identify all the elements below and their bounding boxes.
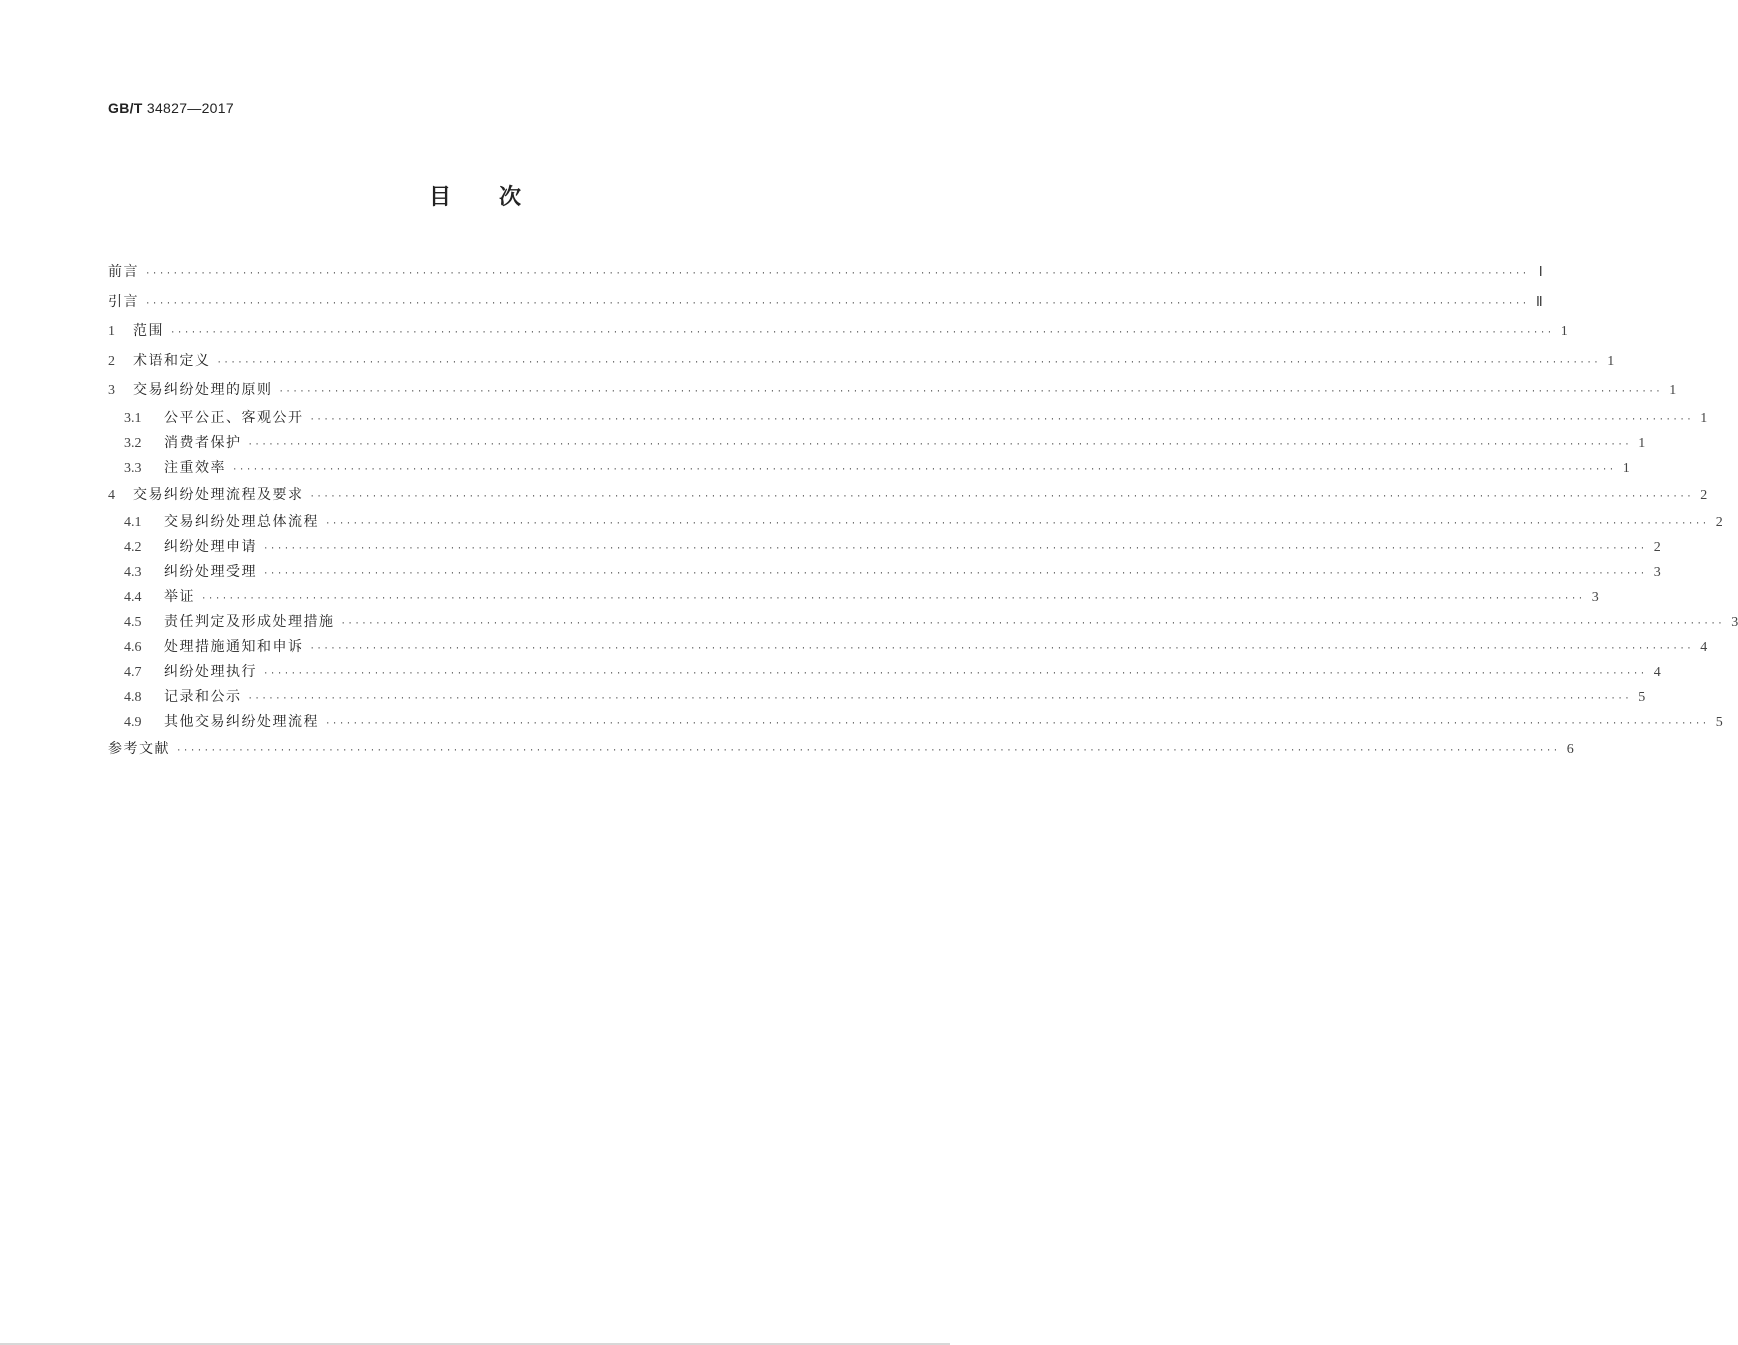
toc-entry[interactable] bbox=[108, 317, 1568, 347]
toc-entry-page: 1 bbox=[1638, 435, 1646, 451]
toc-entry-label: 范围 bbox=[133, 323, 164, 339]
toc-entry[interactable] bbox=[108, 347, 1615, 377]
toc-entry-label: 交易纠纷处理流程及要求 bbox=[133, 486, 304, 503]
toc-entry-number: 3.1 bbox=[124, 410, 142, 426]
toc-entry-number: 4.3 bbox=[124, 565, 142, 580]
toc-entry-leader: ········································································································································································································ bbox=[263, 569, 1647, 579]
toc-entry-page: 4 bbox=[1700, 640, 1708, 655]
toc-entry-leader: ········································································································································································································ bbox=[145, 298, 1529, 309]
toc-entry-label: 术语和定义 bbox=[133, 352, 211, 369]
toc-entry-label: 举证 bbox=[164, 589, 195, 605]
table-of-contents bbox=[108, 258, 1738, 765]
toc-entry-page: 1 bbox=[1700, 410, 1708, 426]
toc-entry[interactable] bbox=[108, 376, 1677, 406]
toc-entry-number: 4.9 bbox=[124, 715, 142, 730]
toc-entry-page: 6 bbox=[1566, 742, 1574, 757]
toc-entry-number: 4.4 bbox=[124, 590, 142, 605]
toc-entry[interactable] bbox=[108, 710, 1723, 735]
toc-entry-label: 纠纷处理执行 bbox=[164, 664, 257, 680]
toc-entry[interactable] bbox=[108, 610, 1738, 635]
toc-entry-leader: ········································································································································································································ bbox=[176, 746, 1560, 756]
toc-entry-leader: ········································································································································································································ bbox=[340, 619, 1725, 629]
toc-entry-label: 记录和公示 bbox=[164, 689, 242, 705]
toc-entry-number: 4.5 bbox=[124, 615, 142, 630]
toc-entry[interactable] bbox=[108, 288, 1543, 318]
toc-entry-number: 4.6 bbox=[124, 640, 142, 655]
toc-entry-page: Ⅱ bbox=[1535, 294, 1543, 310]
standard-code bbox=[108, 100, 234, 116]
toc-entry-leader: ········································································································································································································ bbox=[309, 491, 1694, 502]
toc-entry-number: 4.7 bbox=[124, 665, 142, 680]
toc-entry-label: 消费者保护 bbox=[164, 434, 242, 451]
page-title: 目次 bbox=[428, 185, 569, 210]
toc-entry-leader: ········································································································································································································ bbox=[325, 519, 1709, 529]
toc-entry-page: 3 bbox=[1591, 590, 1599, 605]
toc-entry-page: Ⅰ bbox=[1538, 265, 1543, 280]
toc-entry-page: 1 bbox=[1669, 383, 1677, 398]
toc-entry-page: 1 bbox=[1560, 324, 1568, 339]
toc-entry-page: 4 bbox=[1653, 665, 1661, 680]
toc-entry-leader: ········································································································································································································ bbox=[263, 544, 1647, 554]
toc-entry-label: 纠纷处理受理 bbox=[164, 564, 257, 580]
toc-entry[interactable] bbox=[108, 735, 1574, 765]
toc-entry-number: 2 bbox=[108, 353, 115, 369]
toc-entry-label: 前言 bbox=[108, 264, 139, 280]
toc-entry-leader: ········································································································································································································ bbox=[216, 357, 1601, 368]
toc-entry-leader: ········································································································································································································ bbox=[232, 464, 1616, 475]
toc-entry[interactable] bbox=[108, 456, 1630, 481]
toc-entry-number: 1 bbox=[108, 324, 115, 339]
toc-entry-page: 2 bbox=[1715, 515, 1723, 530]
toc-entry-label: 参考文献 bbox=[108, 741, 170, 757]
toc-entry-leader: ········································································································································································································ bbox=[145, 269, 1529, 279]
toc-entry-leader: ········································································································································································································ bbox=[278, 387, 1663, 397]
toc-entry[interactable] bbox=[108, 660, 1661, 685]
toc-entry-label: 纠纷处理申请 bbox=[164, 539, 257, 555]
toc-entry-number: 4 bbox=[108, 487, 115, 503]
toc-entry-leader: ········································································································································································································ bbox=[309, 644, 1694, 654]
toc-entry-number: 3 bbox=[108, 383, 115, 398]
toc-entry-leader: ········································································································································································································ bbox=[247, 694, 1632, 704]
toc-entry-page: 1 bbox=[1607, 353, 1615, 369]
toc-entry-label: 交易纠纷处理的原则 bbox=[133, 382, 273, 398]
toc-entry-number: 4.1 bbox=[124, 515, 142, 530]
toc-entry-leader: ········································································································································································································ bbox=[201, 594, 1585, 604]
toc-entry-leader: ········································································································································································································ bbox=[309, 414, 1694, 425]
toc-entry[interactable] bbox=[108, 635, 1708, 660]
toc-entry-page: 2 bbox=[1700, 487, 1708, 503]
toc-entry-label: 责任判定及形成处理措施 bbox=[164, 614, 335, 630]
toc-entry-leader: ········································································································································································································ bbox=[263, 669, 1647, 679]
toc-entry-label: 公平公正、客观公开 bbox=[164, 409, 304, 426]
standard-code-prefix: GB/T bbox=[108, 100, 143, 116]
toc-entry-leader: ········································································································································································································ bbox=[247, 439, 1632, 450]
toc-entry-number: 3.3 bbox=[124, 460, 142, 476]
toc-entry-number: 4.8 bbox=[124, 690, 142, 705]
toc-entry[interactable] bbox=[108, 431, 1646, 456]
toc-entry-label: 注重效率 bbox=[164, 459, 226, 476]
toc-entry-page: 3 bbox=[1653, 565, 1661, 580]
toc-entry[interactable] bbox=[108, 481, 1708, 511]
toc-entry[interactable] bbox=[108, 535, 1661, 560]
toc-entry-leader: ········································································································································································································ bbox=[325, 719, 1709, 729]
toc-entry-leader: ········································································································································································································ bbox=[170, 328, 1554, 338]
toc-entry-number: 3.2 bbox=[124, 435, 142, 451]
toc-entry-label: 其他交易纠纷处理流程 bbox=[164, 714, 319, 730]
toc-entry[interactable] bbox=[108, 510, 1723, 535]
standard-code-number: 34827—2017 bbox=[146, 100, 234, 116]
toc-entry[interactable] bbox=[108, 258, 1543, 288]
toc-entry[interactable] bbox=[108, 685, 1646, 710]
toc-entry-page: 1 bbox=[1622, 460, 1630, 476]
toc-entry[interactable] bbox=[108, 560, 1661, 585]
toc-entry-page: 3 bbox=[1731, 615, 1738, 630]
toc-entry-page: 5 bbox=[1638, 690, 1646, 705]
toc-entry-page: 5 bbox=[1715, 715, 1723, 730]
toc-entry-page: 2 bbox=[1653, 540, 1661, 555]
toc-entry[interactable] bbox=[108, 406, 1708, 431]
toc-entry-number: 4.2 bbox=[124, 540, 142, 555]
toc-entry-label: 引言 bbox=[108, 293, 139, 310]
toc-entry[interactable] bbox=[108, 585, 1599, 610]
toc-entry-label: 交易纠纷处理总体流程 bbox=[164, 514, 319, 530]
toc-entry-label: 处理措施通知和申诉 bbox=[164, 639, 304, 655]
